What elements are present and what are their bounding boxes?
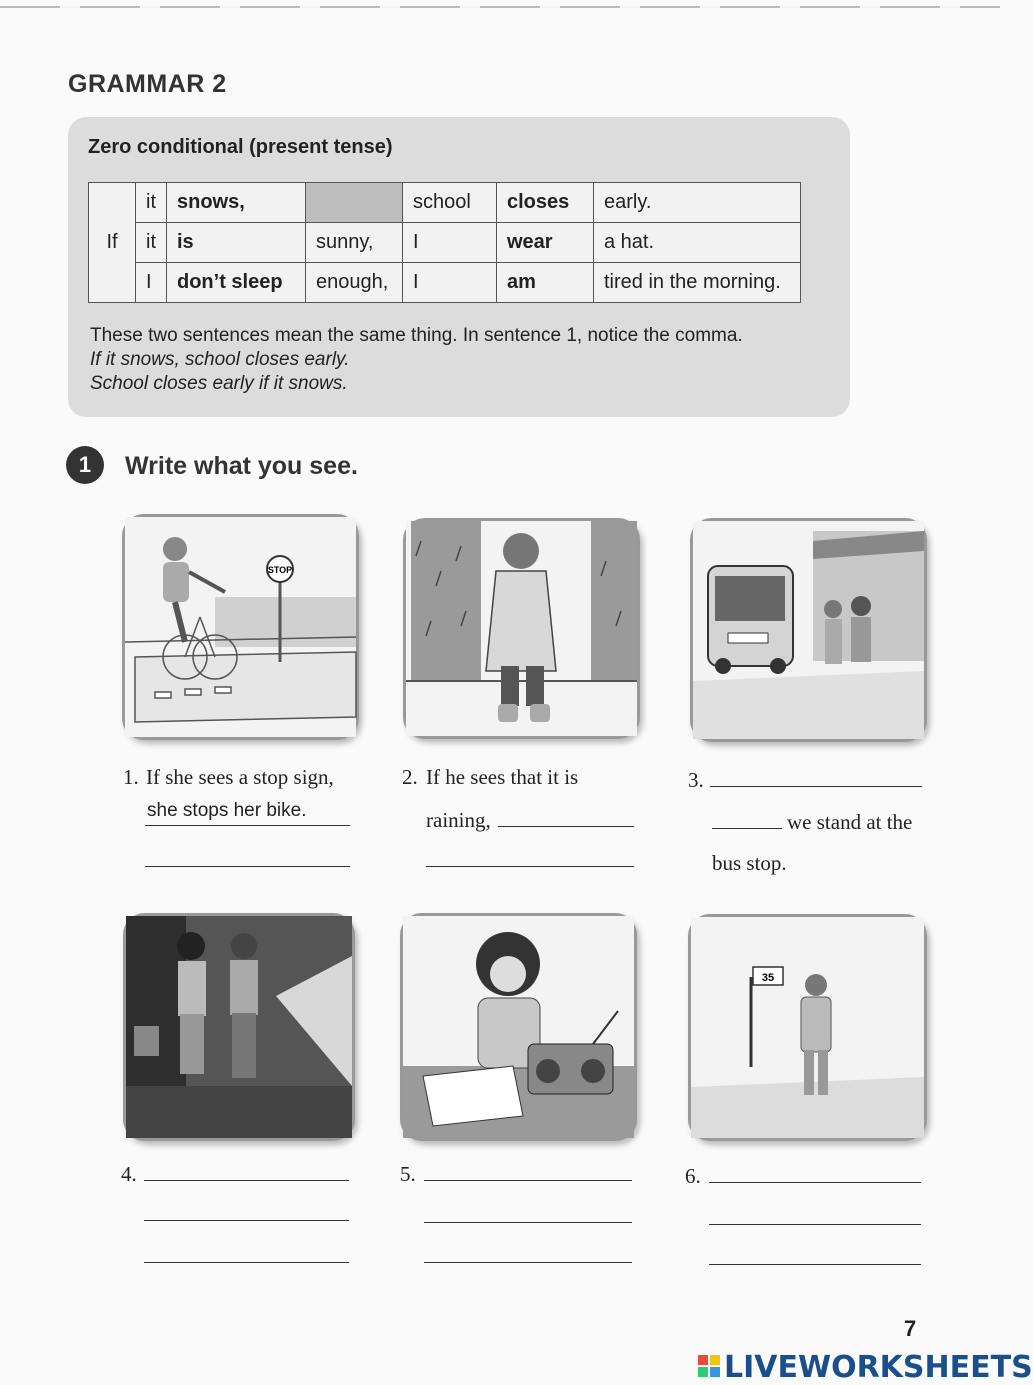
exercise-title: Write what you see. [125, 452, 358, 480]
grammar-cell: early. [594, 183, 801, 223]
grammar-cell: it [136, 183, 167, 223]
note-line: These two sentences mean the same thing. In sentence 1, notice the comma. [90, 325, 743, 346]
exercise-number-badge: 1 [66, 446, 104, 484]
grammar-cell: I [136, 263, 167, 303]
scan-edge [0, 6, 1000, 8]
grammar-cell: I [403, 263, 497, 303]
answer-line [426, 866, 634, 867]
item-4-number: 4. [121, 1162, 137, 1186]
picture-boy-bus-sign [688, 914, 927, 1141]
grammar-cell: tired in the morning. [594, 263, 801, 303]
answer-line [145, 866, 350, 867]
item-3-prompt: we stand at the [787, 810, 913, 834]
grammar-cell: a hat. [594, 223, 801, 263]
grammar-cell-shaded [306, 183, 403, 223]
grammar-box-title: Zero conditional (present tense) [88, 136, 393, 158]
grammar-cell: enough, [306, 263, 403, 303]
bus-sign-label: 35 [761, 972, 775, 984]
answer-line [712, 828, 782, 829]
grammar-cell: closes [497, 183, 594, 223]
grammar-cell: snows, [167, 183, 306, 223]
picture-boy-rain [403, 518, 640, 739]
picture-bus-stop [690, 518, 927, 742]
item-3-prompt-cont: bus stop. [712, 851, 787, 875]
liveworksheets-watermark[interactable]: LIVEWORKSHEETS [724, 1350, 1033, 1385]
grammar-cell: am [497, 263, 594, 303]
example-sentence-1: If it snows, school closes early. [90, 349, 350, 370]
grammar-row [89, 223, 801, 263]
item-2-number: 2. [402, 765, 418, 789]
grammar-cell: is [167, 223, 306, 263]
answer-line [709, 1182, 921, 1183]
example-sentence-2: School closes early if it snows. [90, 373, 348, 394]
answer-line [424, 1180, 632, 1181]
item-1-sample-answer: she stops her bike. [147, 800, 307, 821]
grammar-cell: school [403, 183, 497, 223]
picture-girl-radio [400, 913, 637, 1141]
grammar-table [88, 182, 801, 303]
item-1-number: 1. [123, 765, 139, 789]
answer-line [424, 1222, 632, 1223]
item-5-number: 5. [400, 1162, 416, 1186]
answer-line [144, 1180, 349, 1181]
answer-line [145, 825, 350, 826]
item-2-prompt: If he sees that it is [426, 765, 579, 789]
answer-line [144, 1220, 349, 1221]
grammar-row [89, 183, 801, 223]
answer-line [709, 1224, 921, 1225]
item-1-prompt: If she sees a stop sign, [146, 765, 334, 789]
page-number: 7 [904, 1316, 917, 1341]
grammar-cell: it [136, 223, 167, 263]
grammar-row [89, 263, 801, 303]
grammar-note [90, 324, 743, 396]
grammar-cell: I [403, 223, 497, 263]
picture-kids-flashlight [123, 913, 355, 1141]
grammar-cell: sunny, [306, 223, 403, 263]
if-cell: If [89, 183, 136, 303]
liveworksheets-logo-icon [698, 1355, 720, 1377]
section-title: GRAMMAR 2 [68, 70, 227, 98]
answer-line [709, 1264, 921, 1265]
answer-line [424, 1262, 632, 1263]
grammar-cell: don’t sleep [167, 263, 306, 303]
stop-sign-label: STOP [267, 565, 293, 575]
answer-line [710, 786, 922, 787]
answer-line [498, 826, 634, 827]
item-6-number: 6. [685, 1164, 701, 1188]
item-3-number: 3. [688, 768, 704, 792]
item-2-prompt-cont: raining, [426, 808, 491, 832]
picture-girl-bike-stop-sign [122, 514, 359, 740]
answer-line [144, 1262, 349, 1263]
grammar-cell: wear [497, 223, 594, 263]
